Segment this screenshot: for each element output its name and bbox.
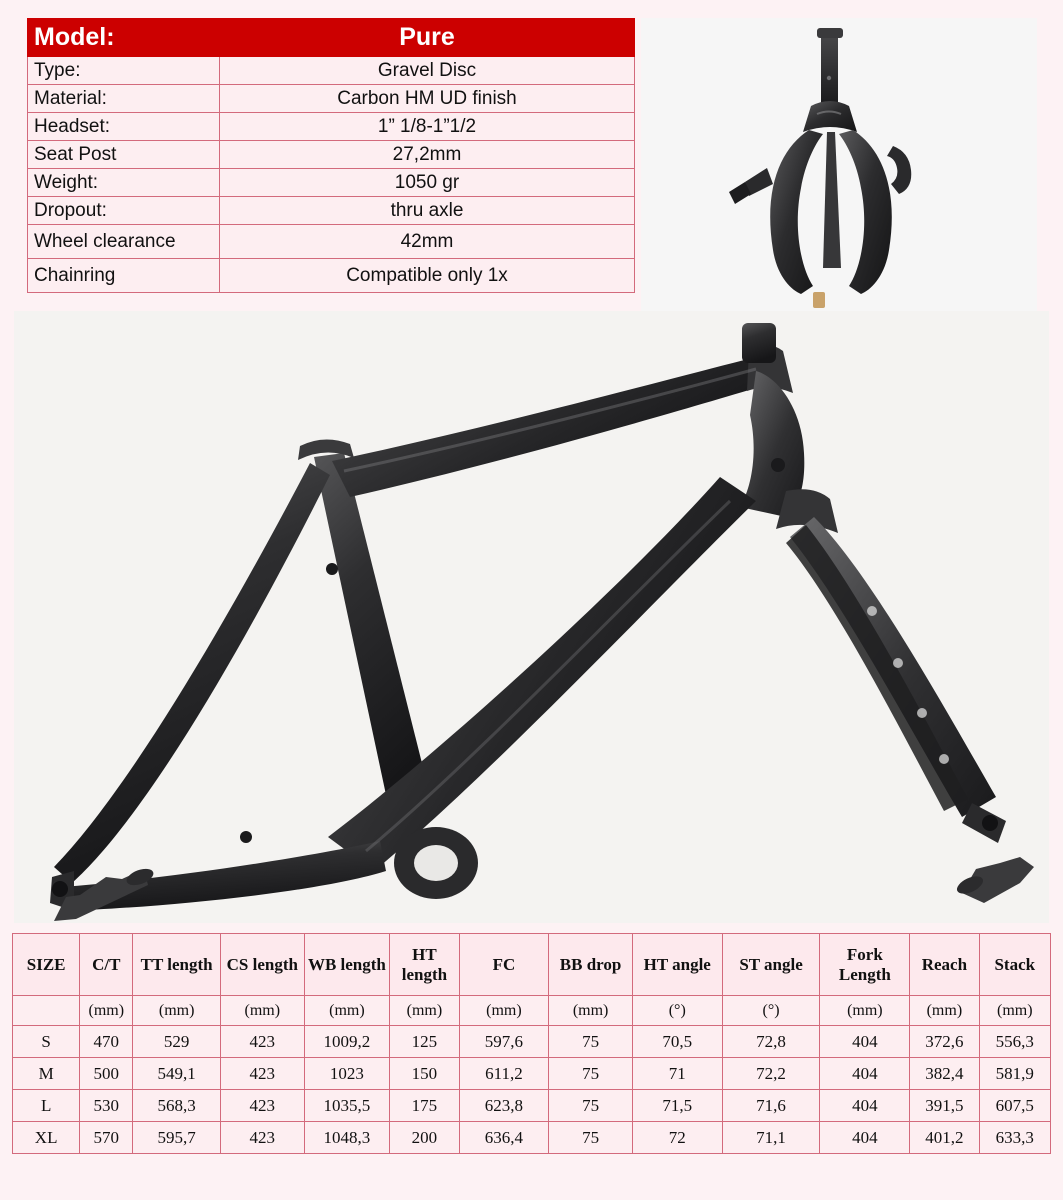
geo-unit-tt: (mm) [133,996,221,1026]
geo-header-tt: TT length [133,934,221,996]
geo-s-stangle: 72,8 [722,1026,820,1058]
geo-unit-wb: (mm) [304,996,390,1026]
geo-unit-stack: (mm) [979,996,1050,1026]
spec-value-weight: 1050 gr [220,169,635,197]
geo-s-ht: 125 [390,1026,459,1058]
geo-header-reach: Reach [910,934,979,996]
geometry-table-head [13,934,1051,996]
table-row [13,1090,1051,1122]
geo-xl-stangle: 71,1 [722,1122,820,1154]
geo-unit-bbdrop: (mm) [549,996,633,1026]
geo-header-htangle: HT angle [632,934,722,996]
spec-row-dropout [28,197,635,225]
spec-value-chainring: Compatible only 1x [220,259,635,293]
geometry-units-row [13,996,1051,1026]
specification-table [27,18,635,293]
spec-value-material: Carbon HM UD finish [220,85,635,113]
geo-unit-ht: (mm) [390,996,459,1026]
geo-s-fc: 597,6 [459,1026,549,1058]
specification-table-body [28,19,635,293]
geo-l-ht: 175 [390,1090,459,1122]
geometry-table [12,933,1051,1154]
geo-l-size: L [13,1090,80,1122]
geo-l-ct: 530 [80,1090,133,1122]
spec-row-wheel-clearance [28,225,635,259]
geo-s-ct: 470 [80,1026,133,1058]
spec-row-material [28,85,635,113]
table-row [13,1122,1051,1154]
geo-m-stangle: 72,2 [722,1058,820,1090]
geo-header-ht: HT length [390,934,459,996]
geo-s-stack: 556,3 [979,1026,1050,1058]
geo-m-tt: 549,1 [133,1058,221,1090]
geo-m-reach: 382,4 [910,1058,979,1090]
spec-value-headset: 1” 1/8-1”1/2 [220,113,635,141]
geo-m-stack: 581,9 [979,1058,1050,1090]
geo-s-cs: 423 [220,1026,304,1058]
spec-label-dropout: Dropout: [28,197,220,225]
geo-m-size: M [13,1058,80,1090]
geo-l-fc: 623,8 [459,1090,549,1122]
geo-header-size: SIZE [13,934,80,996]
geo-header-forklength: Fork Length [820,934,910,996]
frame-illustration [14,311,1049,923]
geo-xl-fc: 636,4 [459,1122,549,1154]
geo-m-htangle: 71 [632,1058,722,1090]
geo-xl-stack: 633,3 [979,1122,1050,1154]
geo-s-bbdrop: 75 [549,1026,633,1058]
geo-s-htangle: 70,5 [632,1026,722,1058]
geo-xl-bbdrop: 75 [549,1122,633,1154]
model-value: Pure [220,19,635,57]
geo-l-reach: 391,5 [910,1090,979,1122]
geo-m-cs: 423 [220,1058,304,1090]
geo-unit-stangle: (°) [722,996,820,1026]
geo-xl-forklength: 404 [820,1122,910,1154]
table-row [13,1058,1051,1090]
geo-xl-tt: 595,7 [133,1122,221,1154]
geo-header-fc: FC [459,934,549,996]
geo-unit-ct: (mm) [80,996,133,1026]
geo-m-fc: 611,2 [459,1058,549,1090]
geo-xl-htangle: 72 [632,1122,722,1154]
geo-s-wb: 1009,2 [304,1026,390,1058]
spec-label-chainring: Chainring [28,259,220,293]
geo-m-wb: 1023 [304,1058,390,1090]
geo-header-ct: C/T [80,934,133,996]
spec-label-weight: Weight: [28,169,220,197]
geo-header-wb: WB length [304,934,390,996]
geo-s-tt: 529 [133,1026,221,1058]
table-row [13,1026,1051,1058]
spec-row-type [28,57,635,85]
geo-s-reach: 372,6 [910,1026,979,1058]
geo-l-stangle: 71,6 [722,1090,820,1122]
geo-l-tt: 568,3 [133,1090,221,1122]
spec-row-headset [28,113,635,141]
geo-m-ct: 500 [80,1058,133,1090]
geo-xl-ht: 200 [390,1122,459,1154]
spec-row-chainring [28,259,635,293]
spec-label-wheel-clearance: Wheel clearance [28,225,220,259]
geo-l-forklength: 404 [820,1090,910,1122]
model-label: Model: [28,19,220,57]
geo-l-stack: 607,5 [979,1090,1050,1122]
geo-xl-reach: 401,2 [910,1122,979,1154]
spec-label-seatpost: Seat Post [28,141,220,169]
geo-s-forklength: 404 [820,1026,910,1058]
fork-photo [641,18,1037,311]
geometry-table-body [13,996,1051,1154]
geo-header-bbdrop: BB drop [549,934,633,996]
spec-value-dropout: thru axle [220,197,635,225]
geo-header-cs: CS length [220,934,304,996]
spec-label-material: Material: [28,85,220,113]
geo-xl-cs: 423 [220,1122,304,1154]
geo-m-bbdrop: 75 [549,1058,633,1090]
fork-illustration [641,18,1037,311]
spec-row-seatpost [28,141,635,169]
geo-header-stangle: ST angle [722,934,820,996]
geo-unit-cs: (mm) [220,996,304,1026]
geo-xl-size: XL [13,1122,80,1154]
geo-l-htangle: 71,5 [632,1090,722,1122]
geo-m-ht: 150 [390,1058,459,1090]
model-row [28,19,635,57]
geometry-table-wrapper [12,933,1051,1154]
frame-photo [14,311,1049,923]
geo-unit-forklength: (mm) [820,996,910,1026]
geo-unit-fc: (mm) [459,996,549,1026]
spec-value-type: Gravel Disc [220,57,635,85]
geo-l-cs: 423 [220,1090,304,1122]
spec-row-weight [28,169,635,197]
spec-label-headset: Headset: [28,113,220,141]
geo-unit-reach: (mm) [910,996,979,1026]
geo-s-size: S [13,1026,80,1058]
geo-m-forklength: 404 [820,1058,910,1090]
geo-l-wb: 1035,5 [304,1090,390,1122]
spec-label-type: Type: [28,57,220,85]
spec-value-seatpost: 27,2mm [220,141,635,169]
geo-xl-ct: 570 [80,1122,133,1154]
geo-unit-htangle: (°) [632,996,722,1026]
geo-xl-wb: 1048,3 [304,1122,390,1154]
spec-value-wheel-clearance: 42mm [220,225,635,259]
geo-l-bbdrop: 75 [549,1090,633,1122]
geo-unit-size [13,996,80,1026]
geo-header-stack: Stack [979,934,1050,996]
geometry-header-row [13,934,1051,996]
